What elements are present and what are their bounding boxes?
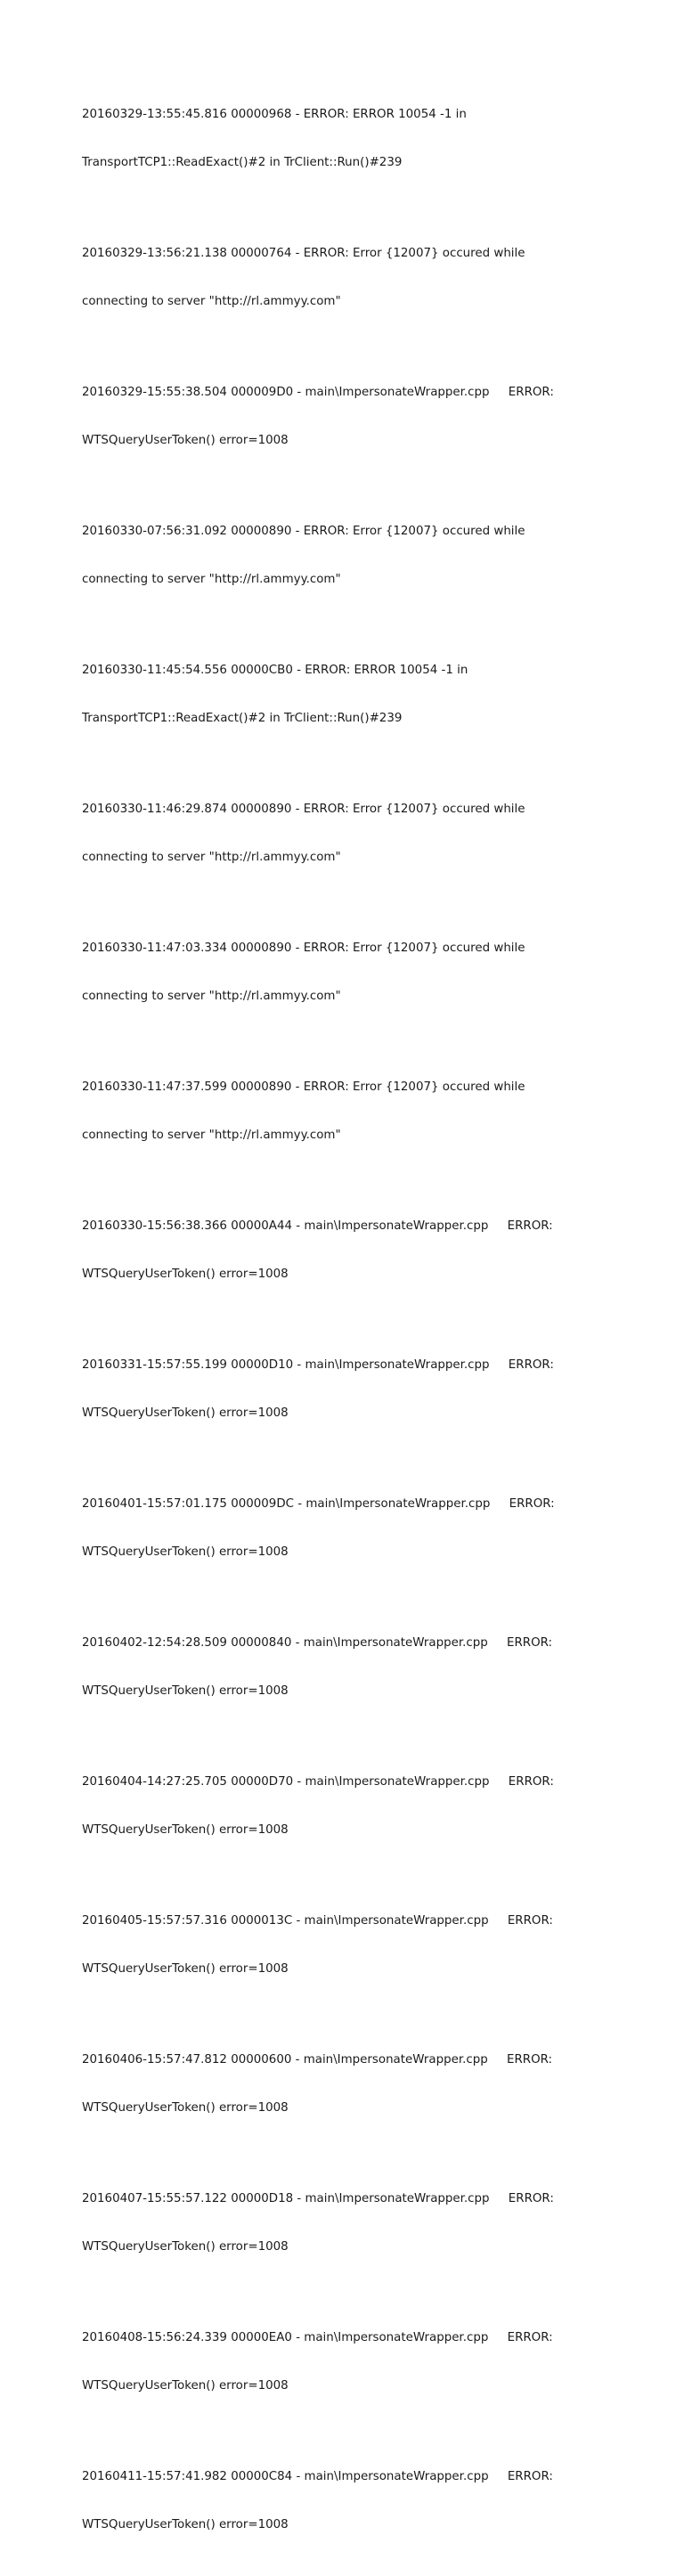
log-entry: [82, 2159, 616, 2287]
log-entry-line: 20160330-07:56:31.092 00000890 - ERROR: Error {12007} occured while: [82, 525, 525, 538]
log-entry-line: 20160330-11:46:29.874 00000890 - ERROR: Error {12007} occured while: [82, 803, 525, 816]
log-entry-line: 20160408-15:56:24.339 00000EA0 - main\ImpersonateWrapper.cpp ERROR:: [82, 2331, 553, 2344]
log-entry: [82, 2437, 616, 2565]
log-entry-line: 20160330-11:47:37.599 00000890 - ERROR: Error {12007} occured while: [82, 1080, 525, 1094]
log-entry-line: TransportTCP1::ReadExact()#2 in TrClient::Run()#239: [82, 156, 403, 169]
log-entry-line: WTSQueryUserToken() error=1008: [82, 1268, 289, 1281]
log-entry: [82, 353, 616, 481]
log-entry-line: 20160411-15:57:41.982 00000C84 - main\ImpersonateWrapper.cpp ERROR:: [82, 2470, 553, 2483]
log-entry-line: 20160405-15:57:57.316 0000013C - main\ImpersonateWrapper.cpp ERROR:: [82, 1914, 553, 1928]
log-entry-line: WTSQueryUserToken() error=1008: [82, 1962, 289, 1976]
log-entry-line: 20160330-11:45:54.556 00000CB0 - ERROR: ERROR 10054 -1 in: [82, 664, 468, 677]
log-entry: [82, 1742, 616, 1871]
log-entry: [82, 214, 616, 342]
log-entry: [82, 1186, 616, 1315]
log-entry-line: WTSQueryUserToken() error=1008: [82, 2101, 289, 2115]
log-entry: [82, 631, 616, 759]
log-entry: [82, 909, 616, 1037]
log-entry-line: 20160331-15:57:55.199 00000D10 - main\ImpersonateWrapper.cpp ERROR:: [82, 1358, 554, 1372]
log-entry-line: connecting to server "http://rl.ammyy.com": [82, 1129, 341, 1142]
log-entry-line: 20160407-15:55:57.122 00000D18 - main\ImpersonateWrapper.cpp ERROR:: [82, 2192, 554, 2205]
log-entry-line: WTSQueryUserToken() error=1008: [82, 434, 289, 447]
log-entry-line: WTSQueryUserToken() error=1008: [82, 1684, 289, 1698]
log-entry-line: WTSQueryUserToken() error=1008: [82, 1823, 289, 1837]
log-entry: [82, 1048, 616, 1176]
log-entry: [82, 1464, 616, 1593]
log-entry: [82, 2020, 616, 2148]
log-entry-line: 20160329-13:56:21.138 00000764 - ERROR: Error {12007} occured while: [82, 247, 525, 260]
log-entry-line: WTSQueryUserToken() error=1008: [82, 2379, 289, 2393]
log-entry-line: connecting to server "http://rl.ammyy.com": [82, 573, 341, 586]
log-entry-line: WTSQueryUserToken() error=1008: [82, 1406, 289, 1420]
log-entry-line: 20160329-15:55:38.504 000009D0 - main\ImpersonateWrapper.cpp ERROR:: [82, 386, 554, 399]
log-entry-line: WTSQueryUserToken() error=1008: [82, 2518, 289, 2531]
log-entry-line: WTSQueryUserToken() error=1008: [82, 2240, 289, 2254]
log-entry: [82, 1603, 616, 1732]
log-entry-line: TransportTCP1::ReadExact()#2 in TrClient::Run()#239: [82, 712, 403, 725]
log-entry: [82, 75, 616, 203]
log-entry-line: 20160406-15:57:47.812 00000600 - main\ImpersonateWrapper.cpp ERROR:: [82, 2053, 553, 2067]
log-entry: [82, 770, 616, 898]
log-entry-line: 20160404-14:27:25.705 00000D70 - main\ImpersonateWrapper.cpp ERROR:: [82, 1775, 554, 1789]
log-entry-line: connecting to server "http://rl.ammyy.com": [82, 295, 341, 308]
log-entry: [82, 1325, 616, 1454]
log-entry-line: WTSQueryUserToken() error=1008: [82, 1545, 289, 1559]
log-entry-line: 20160329-13:55:45.816 00000968 - ERROR: ERROR 10054 -1 in: [82, 108, 467, 121]
log-entry: [82, 2298, 616, 2426]
log-entry-line: connecting to server "http://rl.ammyy.com": [82, 851, 341, 864]
log-document: [82, 75, 616, 2576]
log-entry-line: 20160401-15:57:01.175 000009DC - main\ImpersonateWrapper.cpp ERROR:: [82, 1497, 555, 1511]
log-entry-line: 20160402-12:54:28.509 00000840 - main\ImpersonateWrapper.cpp ERROR:: [82, 1636, 553, 1650]
log-entry: [82, 492, 616, 620]
log-entry: [82, 1881, 616, 2009]
log-entry-line: 20160330-11:47:03.334 00000890 - ERROR: Error {12007} occured while: [82, 942, 525, 955]
log-entry-line: connecting to server "http://rl.ammyy.com": [82, 990, 341, 1003]
log-entry-line: 20160330-15:56:38.366 00000A44 - main\ImpersonateWrapper.cpp ERROR:: [82, 1219, 553, 1233]
